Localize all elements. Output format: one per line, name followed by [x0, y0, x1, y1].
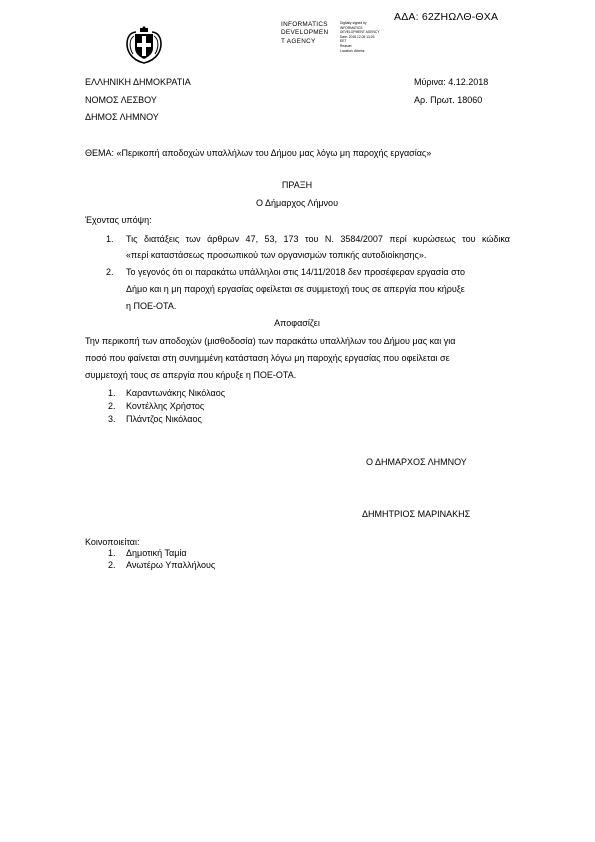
ada-code: ΑΔΑ: 62ΖΗΩΛΘ-ΘΧΑ [394, 11, 499, 23]
consideration-text: Τις διατάξεις των άρθρων 47, 53, 173 του Ν. 3584/2007 περί κυρώσεως του κώδικα «περί καταστάσεως προσωπικού των οργανισμών τοπικής αυτοδιοίκησης». [126, 234, 510, 260]
header-prefecture: ΝΟΜΟΣ ΛΕΣΒΟΥ [85, 95, 157, 105]
consideration-text: Το γεγονός ότι οι παρακάτω υπάλληλοι στις 14/11/2018 δεν προσέφεραν εργασία στο Δήμο και η μη παροχή εργασίας οφείλεται σε συμμετοχή τους σε απεργία που κήρυξε η ΠΟΕ-ΟΤΑ. [126, 267, 466, 311]
praxi-title: ΠΡΑΞΗ [281, 180, 313, 190]
list-number: 2. [106, 267, 114, 277]
signature-name: ΔΗΜΗΤΡΙΟΣ ΜΑΡΙΝΑΚΗΣ [362, 509, 471, 519]
header-republic: ΕΛΛΗΝΙΚΗ ΔΗΜΟΚΡΑΤΙΑ [85, 77, 191, 87]
employee-name: Πλάντζος Νικόλαος [126, 414, 202, 424]
decision-title: Αποφασίζει [274, 318, 320, 328]
considering-heading: Έχοντας υπόψη: [85, 215, 152, 225]
list-number: 1. [108, 548, 116, 558]
subject-line: ΘΕΜΑ: «Περικοπή αποδοχών υπαλλήλων του Δήμου μας λόγω μη παροχής εργασίας» [85, 148, 432, 158]
greek-emblem-icon [121, 26, 167, 64]
list-number: 1. [108, 388, 116, 398]
signature-role: Ο ΔΗΜΑΡΧΟΣ ΛΗΜΝΟΥ [366, 457, 467, 467]
cc-recipient: Δημοτική Ταμία [126, 548, 187, 558]
decision-text: Την περικοπή των αποδοχών (μισθοδοσία) των παρακάτω υπαλλήλων του Δήμου μας και για ποσό που φαίνεται στη συνημμένη κατάσταση λόγω μη παροχής εργασίας που οφείλεται σε συμμετοχή τους σε απεργία που κήρυξε η ΠΟΕ-ΟΤΑ. [85, 336, 456, 380]
signature-stamp-agency: INFORMATICS DEVELOPMEN T AGENCY [281, 21, 329, 45]
header-municipality: ΔΗΜΟΣ ΛΗΜΝΟΥ [85, 112, 159, 122]
issuer-title: Ο Δήμαρχος Λήμνου [256, 198, 338, 208]
employee-name: Καραντωνάκης Νικόλαος [126, 388, 226, 398]
list-number: 2. [108, 401, 116, 411]
cc-recipient: Ανωτέρω Υπαλλήλους [126, 560, 216, 570]
employee-name: Κοντέλλης Χρήστος [126, 401, 205, 411]
protocol-number: Αρ. Πρωτ. 18060 [414, 95, 483, 105]
signature-stamp-details: Digitally signed by INFORMATICS DEVELOPMENT AGENCY Date: 2018.12.05 13:26 EET Reason: Location: Athens [340, 21, 380, 53]
list-number: 2. [108, 560, 116, 570]
cc-heading: Κοινοποιείται: [85, 537, 140, 547]
list-number: 3. [108, 414, 116, 424]
place-date: Μύρινα: 4.12.2018 [414, 77, 489, 87]
list-number: 1. [106, 234, 114, 244]
